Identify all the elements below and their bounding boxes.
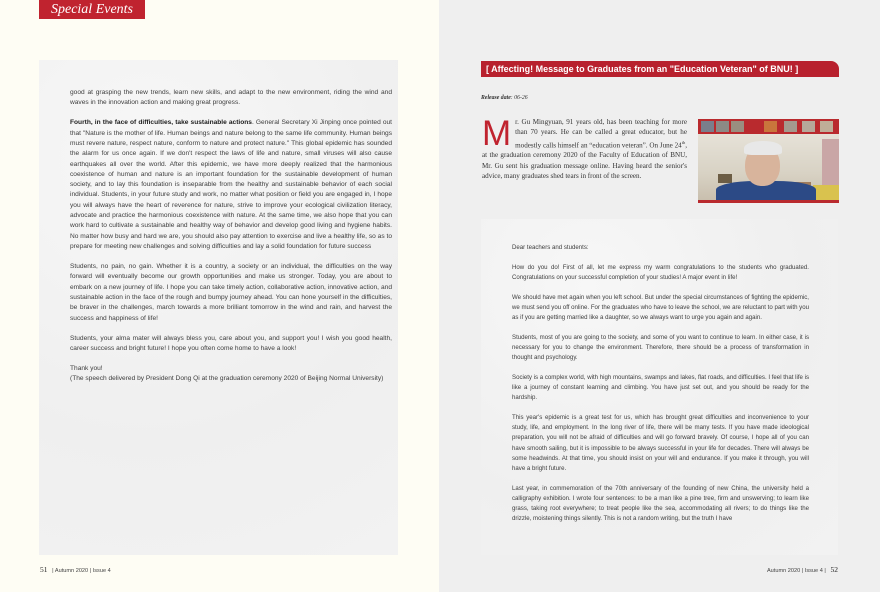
paragraph: Students, no pain, no gain. Whether it is a country, a society or an individual, the difficulties on the way forward will eventually become our growth opportunities and make us stronger. Today, you are about to embark on a new journey of life. I hope you can take timely action, collaborative action, innovative action, and sustainable action in the face of the rough and bumpy journey ahead. You can hone yourself in the difficulties, be braver in the challenges, march towards a more brilliant tomorrow in the wind and rain, and harvest the success and happiness of life! [70, 263, 392, 322]
participant-tile [716, 121, 729, 132]
paragraph-lead: Fourth, in the face of difficulties, take sustainable actions [70, 119, 252, 127]
page-number: 51 [40, 565, 48, 574]
message-paper [481, 219, 838, 555]
paragraph: Students, your alma mater will always bless you, care about you, and support you! I wish you good health, career success and bright future! I hope you often come home to have a look! [70, 334, 392, 352]
folio-text: Autumn 2020 | Issue 4 | [766, 568, 826, 574]
paragraph: Society is a complex world, with high mountains, swamps and lakes, flat roads, and difficulties. I feel that life is like a journey of constant learning and climbing. You have just set out, and you should be ready for the hardship. [512, 373, 809, 402]
page-number: 52 [830, 565, 838, 574]
participant-tile [701, 121, 714, 132]
yellow-object [813, 185, 839, 200]
participant-strip [698, 119, 839, 134]
participant-tile [820, 121, 833, 132]
release-label: Release date [481, 95, 511, 101]
paragraph [70, 118, 392, 252]
participant-tile [764, 121, 777, 132]
folio-left [40, 565, 111, 574]
speaker-hair [744, 141, 782, 155]
paragraph: We should have met again when you left school. But under the special circumstances of fighting the epidemic, we must send you off online. For the graduates who have to leave the school, we are reluctant to part with you as if you are getting married like a daughter, so we always want to urge you again and again. [512, 293, 809, 322]
video-call-photo-icon [698, 119, 839, 203]
closing-line: Thank you! [70, 365, 103, 373]
folio-right [767, 565, 838, 574]
article-intro [482, 114, 687, 181]
participant-tile [802, 121, 815, 132]
participant-tile [784, 121, 797, 132]
photo-bottom-bar [698, 200, 839, 203]
left-page [0, 0, 439, 592]
intro-text-b: , at the graduation ceremony 2020 of the Faculty of Education of BNU, Mr. Gu sent his graduation message online. Having heard the senior's advice, many graduates shed tears in front of the screen. [482, 140, 687, 180]
paragraph: Dear teachers and students: [512, 244, 589, 251]
paragraph: This year's epidemic is a great test for us, which has brought great difficulties and inconvenience to your study, life, and employment. In the long river of life, there will be many tests. If you have made ideological preparation, you will not be afraid of difficulties and will go forward bravely. Of course, I hope all of you can have smooth sailing, but it is impossible to be always successful in your life for decades. There will always be some headwinds. At that time, you should insist on your will and endurance. If you make it through, you will have a bright future. [512, 413, 809, 472]
speech-paper [39, 60, 398, 555]
wall-picture [718, 174, 732, 183]
message-text [512, 243, 809, 534]
speech-text [70, 88, 392, 394]
paragraph [70, 364, 392, 385]
participant-tile [731, 121, 744, 132]
release-value: : 06-26 [510, 95, 528, 101]
source-note: (The speech delivered by President Dong Qi at the graduation ceremony 2020 of Beijing Normal University) [70, 375, 384, 383]
paragraph: Last year, in commemoration of the 70th anniversary of the founding of new China, the university held a calligraphy exhibition. I wrote four sentences: to be a man like a pine tree, firm and unswerving; to learn like grass, taking root everywhere; to treat people like the sea, accommodating all rivers; to do things like the drizzle, moistening things silently. This is not a random writing, but the truth I have [512, 484, 809, 523]
intro-text-a: r. Gu Mingyuan, 91 years old, has been teaching for more than 70 years. He can be called a great educator, but he modestly calls himself an “education veteran”. On June 24 [515, 118, 687, 149]
paragraph: Students, most of you are going to the society, and some of you want to continue to learn. In either case, it is necessary for you to change the environment. Therefore, there should be a process of transformation in thought and psychology. [512, 333, 809, 362]
intro-superscript: th [681, 139, 686, 145]
folio-text: | Autumn 2020 | Issue 4 [52, 568, 111, 574]
section-tab: Special Events [39, 0, 145, 19]
drop-cap: M [482, 114, 512, 153]
release-date [481, 95, 528, 101]
paragraph-body: . General Secretary Xi Jinping once pointed out that "Nature is the mother of life. Human beings and nature belong to the same life community. Human beings must revere nature, respect nature, conform to nature and protect nature." This global epidemic has sounded the alarm for us once again. If we don't respect the laws of life and nature, small viruses will also cause earthquakes all over the world. After this epidemic, we have more deeply realized that the harmonious coexistence of human and nature is an important foundation for the sustainable development of human society, and to lay this foundation is inseparable from the healthy and sustainable behavior of each social individual. Students, in your future study and work, no matter what position or field you are engaged in, I hope you will always have the heart of reverence for nature, strive to improve your ecological civilization literacy, advocate and practice the harmonious coexistence with nature. At the same time, we also hope that you can work hard to cultivate a sustainable and healthy way of behavior and develop good living and hygiene habits. No matter how busy and hard we are, you should also pay attention to exercise and live a healthy life, so as to prepare for meeting new challenges and solving difficulties and lay a solid foundation for future success [70, 119, 392, 250]
right-page [439, 0, 880, 592]
paragraph: How do you do! First of all, let me express my warm congratulations to the students who graduated. Congratulations on your successful completion of your studies! A major event in life! [512, 263, 809, 281]
article-headline: [ Affecting! Message to Graduates from an "Education Veteran" of BNU! ] [481, 61, 839, 77]
paragraph: good at grasping the new trends, learn new skills, and adapt to the new environment, riding the wind and waves in the innovation action and making great progress. [70, 89, 392, 107]
